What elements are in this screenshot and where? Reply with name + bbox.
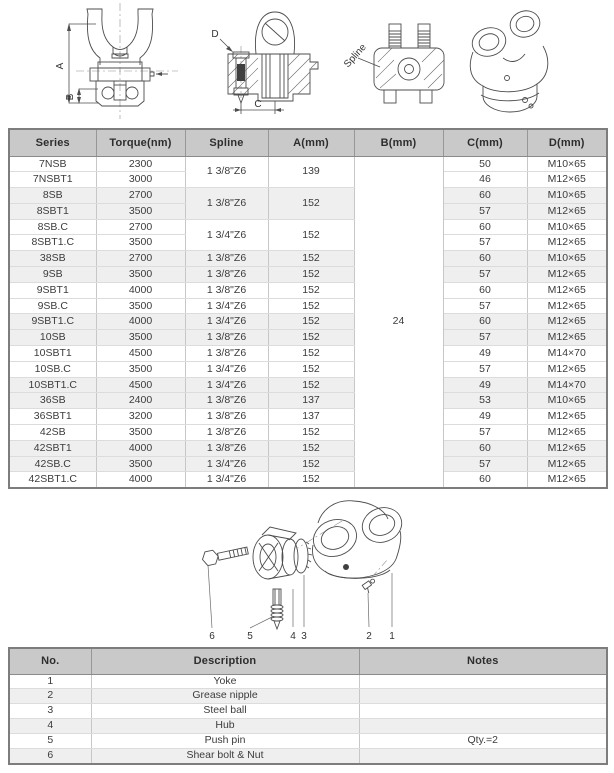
spline-cell: 1 3/8"Z6 (185, 393, 268, 409)
series-cell: 9SBT1.C (9, 314, 96, 330)
parts-col-description: Description (91, 648, 359, 674)
c-dimension-cell: 49 (443, 377, 527, 393)
spline-cell: 1 3/4"Z6 (185, 472, 268, 488)
series-cell: 9SB (9, 267, 96, 283)
a-dimension-cell: 152 (268, 298, 354, 314)
c-dimension-cell: 57 (443, 298, 527, 314)
parts-table-row (9, 734, 607, 749)
dim-c-label: C (254, 99, 262, 110)
spline-cell: 1 3/4"Z6 (185, 219, 268, 251)
part-description-cell: Yoke (91, 674, 359, 689)
parts-table-body (9, 674, 607, 764)
d-dimension-cell: M12×65 (527, 235, 607, 251)
c-dimension-cell: 60 (443, 219, 527, 235)
d-dimension-cell: M12×65 (527, 330, 607, 346)
series-cell: 42SBT1.C (9, 472, 96, 488)
series-cell: 7NSB (9, 156, 96, 172)
spline-cell: 1 3/8"Z6 (185, 425, 268, 441)
parts-table-row (9, 704, 607, 719)
clamp-bolts (389, 24, 430, 48)
series-cell: 36SB (9, 393, 96, 409)
spec-table-row (9, 456, 607, 472)
series-cell: 42SB (9, 425, 96, 441)
parts-col-no: No. (9, 648, 91, 674)
spec-table-row (9, 188, 607, 204)
spec-table-row (9, 330, 607, 346)
part-notes-cell (359, 749, 607, 764)
spec-table (8, 128, 608, 489)
a-dimension-cell: 139 (268, 156, 354, 188)
spline-cell: 1 3/4"Z6 (185, 456, 268, 472)
spec-col-b: B(mm) (354, 129, 443, 156)
a-dimension-cell: 152 (268, 425, 354, 441)
iso-view-drawing (455, 2, 567, 120)
c-dimension-cell: 57 (443, 361, 527, 377)
assembly-axis (296, 521, 342, 549)
a-dimension-cell: 152 (268, 314, 354, 330)
spec-table-row (9, 393, 607, 409)
nipple-axis (372, 559, 388, 577)
a-dimension-cell: 152 (268, 456, 354, 472)
spec-table-row (9, 219, 607, 235)
spline-cell: 1 3/8"Z6 (185, 156, 268, 188)
a-dimension-cell: 152 (268, 361, 354, 377)
part-no-cell: 2 (9, 689, 91, 704)
dim-d-arrow (226, 46, 233, 52)
d-dimension-cell: M12×65 (527, 440, 607, 456)
spline-cell: 1 3/4"Z6 (185, 314, 268, 330)
section-view-drawing (198, 6, 326, 122)
spline-cell: 1 3/8"Z6 (185, 251, 268, 267)
torque-cell: 3500 (96, 361, 185, 377)
series-cell: 8SBT1.C (9, 235, 96, 251)
part-notes-cell (359, 689, 607, 704)
callout-1: 1 (389, 631, 395, 642)
shear-bolt-part (201, 543, 249, 566)
spec-header-row (9, 129, 607, 156)
torque-cell: 3500 (96, 235, 185, 251)
torque-cell: 2300 (96, 156, 185, 172)
series-cell: 10SB.C (9, 361, 96, 377)
d-dimension-cell: M10×65 (527, 251, 607, 267)
spec-col-c: C(mm) (443, 129, 527, 156)
series-cell: 10SBT1.C (9, 377, 96, 393)
c-dimension-cell: 60 (443, 188, 527, 204)
parts-table-row (9, 689, 607, 704)
parts-table (8, 647, 608, 765)
nipple-arrow-icon (156, 72, 162, 76)
spline-label: Spline (342, 41, 369, 71)
series-cell: 10SBT1 (9, 346, 96, 362)
series-cell: 42SBT1 (9, 440, 96, 456)
spec-table-row (9, 298, 607, 314)
leader-lines (208, 565, 392, 628)
callout-5: 5 (247, 631, 253, 642)
d-dimension-cell: M12×65 (527, 314, 607, 330)
c-dimension-cell: 57 (443, 425, 527, 441)
hub-part (253, 527, 298, 579)
grease-nipple-part (362, 578, 378, 594)
torque-cell: 4500 (96, 346, 185, 362)
d-dimension-cell: M12×65 (527, 282, 607, 298)
c-dimension-cell: 60 (443, 472, 527, 488)
spec-col-series: Series (9, 129, 96, 156)
torque-cell: 2700 (96, 219, 185, 235)
c-dimension-cell: 53 (443, 393, 527, 409)
spline-cell: 1 3/8"Z6 (185, 282, 268, 298)
a-dimension-cell: 137 (268, 409, 354, 425)
d-dimension-cell: M12×65 (527, 203, 607, 219)
callout-3: 3 (301, 631, 307, 642)
series-cell: 38SB (9, 251, 96, 267)
spline-cell: 1 3/8"Z6 (185, 440, 268, 456)
series-cell: 9SBT1 (9, 282, 96, 298)
a-dimension-cell: 152 (268, 188, 354, 220)
c-dimension-cell: 57 (443, 456, 527, 472)
spline-cell: 1 3/4"Z6 (185, 377, 268, 393)
spline-cell: 1 3/8"Z6 (185, 346, 268, 362)
d-dimension-cell: M12×65 (527, 172, 607, 188)
centerlines (76, 3, 178, 119)
part-no-cell: 5 (9, 734, 91, 749)
c-dimension-cell: 60 (443, 314, 527, 330)
torque-cell: 4000 (96, 440, 185, 456)
d-dimension-cell: M14×70 (527, 377, 607, 393)
part-notes-cell: Qty.=2 (359, 734, 607, 749)
torque-cell: 3500 (96, 203, 185, 219)
spline-leader (358, 58, 380, 67)
parts-col-notes: Notes (359, 648, 607, 674)
d-dimension-cell: M12×65 (527, 425, 607, 441)
torque-cell: 4000 (96, 282, 185, 298)
torque-cell: 2400 (96, 393, 185, 409)
part-notes-cell (359, 704, 607, 719)
torque-cell: 4500 (96, 377, 185, 393)
series-cell: 36SBT1 (9, 409, 96, 425)
c-dimension-cell: 57 (443, 330, 527, 346)
d-dimension-cell: M12×65 (527, 409, 607, 425)
c-dimension-cell: 60 (443, 251, 527, 267)
torque-cell: 3000 (96, 172, 185, 188)
d-dimension-cell: M12×65 (527, 361, 607, 377)
c-dimension-cell: 60 (443, 282, 527, 298)
yoke-part (308, 501, 406, 579)
spec-table-row (9, 156, 607, 172)
part-no-cell: 4 (9, 719, 91, 734)
torque-cell: 3500 (96, 425, 185, 441)
spline-cell: 1 3/8"Z6 (185, 188, 268, 220)
spec-table-row (9, 425, 607, 441)
a-dimension-cell: 152 (268, 472, 354, 488)
dim-c-arrow-right (275, 108, 281, 112)
spec-table-row (9, 346, 607, 362)
parts-header-row (9, 648, 607, 674)
d-dimension-cell: M12×65 (527, 298, 607, 314)
c-dimension-cell: 60 (443, 440, 527, 456)
spline-cell: 1 3/8"Z6 (185, 267, 268, 283)
part-notes-cell (359, 719, 607, 734)
exploded-view-diagram (150, 493, 470, 645)
spec-table-row (9, 282, 607, 298)
spec-table-row (9, 251, 607, 267)
spec-col-a: A(mm) (268, 129, 354, 156)
part-notes-cell (359, 674, 607, 689)
c-dimension-cell: 49 (443, 409, 527, 425)
series-cell: 9SB.C (9, 298, 96, 314)
spline-cell: 1 3/8"Z6 (185, 409, 268, 425)
d-dimension-cell: M10×65 (527, 219, 607, 235)
spec-table-body (9, 156, 607, 488)
c-dimension-cell: 57 (443, 267, 527, 283)
c-dimension-cell: 50 (443, 156, 527, 172)
torque-cell: 3500 (96, 298, 185, 314)
torque-cell: 4000 (96, 472, 185, 488)
torque-cell: 3500 (96, 267, 185, 283)
series-cell: 8SB (9, 188, 96, 204)
dim-d-label: D (211, 29, 219, 40)
spec-table-row (9, 377, 607, 393)
part-no-cell: 3 (9, 704, 91, 719)
part-no-cell: 1 (9, 674, 91, 689)
d-dimension-cell: M12×65 (527, 472, 607, 488)
series-cell: 7NSBT1 (9, 172, 96, 188)
a-dimension-cell: 152 (268, 377, 354, 393)
spec-table-row (9, 472, 607, 488)
torque-cell: 3200 (96, 409, 185, 425)
torque-cell: 4000 (96, 314, 185, 330)
spec-table-row (9, 314, 607, 330)
iso-yoke-outline (469, 7, 548, 112)
d-dimension-cell: M14×70 (527, 346, 607, 362)
clamp-body (374, 48, 444, 103)
a-dimension-cell: 152 (268, 219, 354, 251)
parts-table-row (9, 674, 607, 689)
c-dimension-cell: 57 (443, 203, 527, 219)
spec-col-spline: Spline (185, 129, 268, 156)
callout-4: 4 (290, 631, 296, 642)
a-dimension-cell: 152 (268, 346, 354, 362)
hatching (376, 48, 444, 88)
d-dimension-cell: M10×65 (527, 156, 607, 172)
series-cell: 42SB.C (9, 456, 96, 472)
spec-table-row (9, 440, 607, 456)
yoke-front-outline (87, 9, 168, 106)
part-description-cell: Grease nipple (91, 689, 359, 704)
torque-cell: 3500 (96, 330, 185, 346)
a-dimension-cell: 152 (268, 330, 354, 346)
parts-table-row (9, 719, 607, 734)
callout-2: 2 (366, 631, 372, 642)
shear-bolt-section (233, 46, 249, 110)
series-cell: 10SB (9, 330, 96, 346)
spec-table-row (9, 409, 607, 425)
series-cell: 8SB.C (9, 219, 96, 235)
part-description-cell: Shear bolt & Nut (91, 749, 359, 764)
dim-a-lines (69, 24, 98, 103)
dim-b-label: B (65, 93, 76, 101)
dim-b-lines (79, 89, 98, 103)
part-no-cell: 6 (9, 749, 91, 764)
part-description-cell: Hub (91, 719, 359, 734)
a-dimension-cell: 152 (268, 251, 354, 267)
part-description-cell: Steel ball (91, 704, 359, 719)
spline-view-drawing (332, 16, 458, 114)
d-dimension-cell: M10×65 (527, 393, 607, 409)
torque-cell: 3500 (96, 456, 185, 472)
front-view-drawing (52, 2, 188, 120)
c-dimension-cell: 49 (443, 346, 527, 362)
series-cell: 8SBT1 (9, 203, 96, 219)
spec-table-row (9, 267, 607, 283)
b-dimension-cell: 24 (354, 156, 443, 488)
spline-cell: 1 3/4"Z6 (185, 298, 268, 314)
c-dimension-cell: 57 (443, 235, 527, 251)
a-dimension-cell: 152 (268, 282, 354, 298)
spec-col-d: D(mm) (527, 129, 607, 156)
d-dimension-cell: M10×65 (527, 188, 607, 204)
callout-6: 6 (209, 631, 215, 642)
torque-cell: 2700 (96, 188, 185, 204)
spline-cell: 1 3/4"Z6 (185, 361, 268, 377)
a-dimension-cell: 137 (268, 393, 354, 409)
part-description-cell: Push pin (91, 734, 359, 749)
push-pin-part (271, 589, 283, 629)
spline-cell: 1 3/8"Z6 (185, 330, 268, 346)
parts-table-row (9, 749, 607, 764)
dim-a-label: A (55, 62, 66, 70)
torque-cell: 2700 (96, 251, 185, 267)
c-dimension-cell: 46 (443, 172, 527, 188)
a-dimension-cell: 152 (268, 267, 354, 283)
spec-col-torque: Torque(nm) (96, 129, 185, 156)
d-dimension-cell: M12×65 (527, 456, 607, 472)
dim-c-arrow-left (235, 108, 241, 112)
a-dimension-cell: 152 (268, 440, 354, 456)
spec-table-row (9, 361, 607, 377)
d-dimension-cell: M12×65 (527, 267, 607, 283)
